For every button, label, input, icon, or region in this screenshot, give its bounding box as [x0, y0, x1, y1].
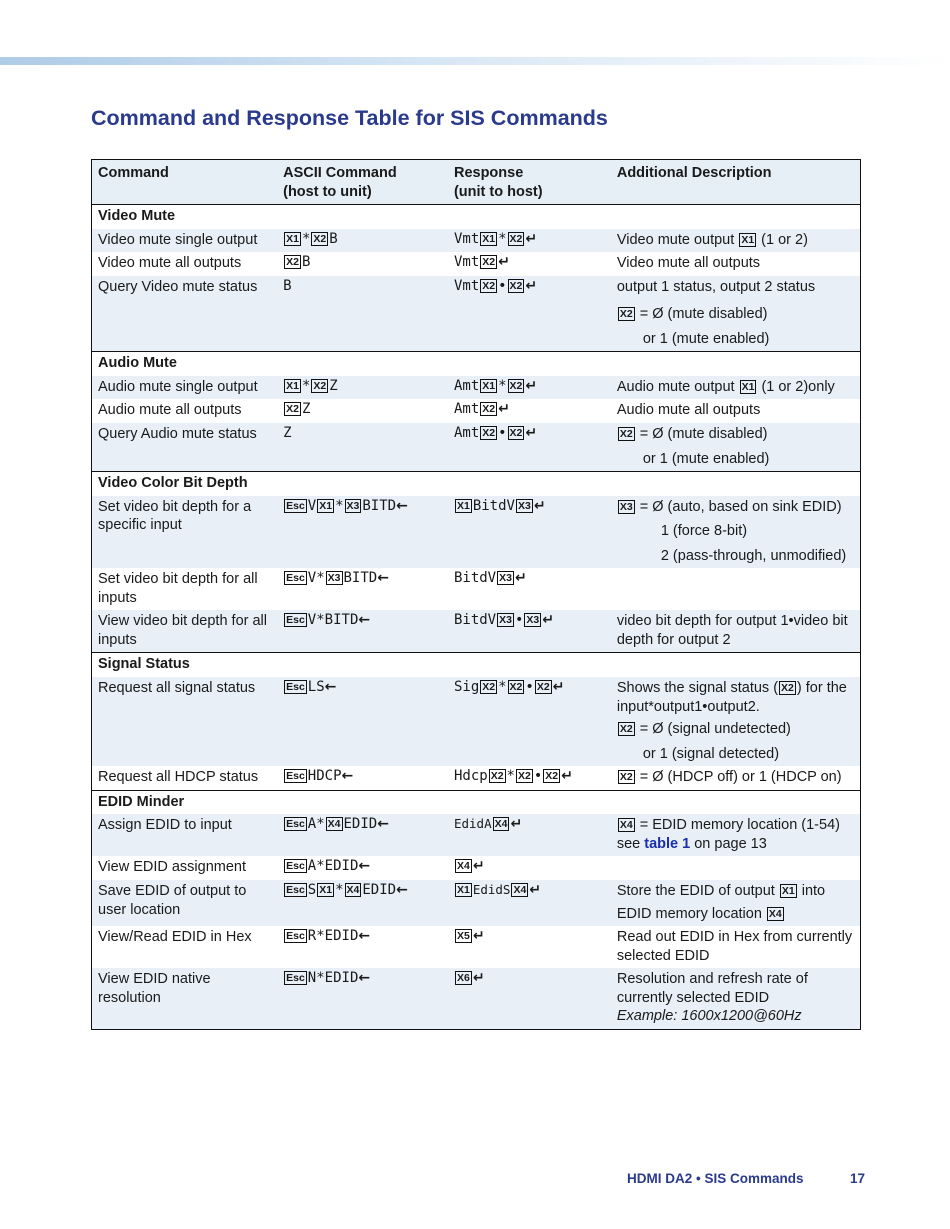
description-line: [617, 499, 842, 515]
ascii-cell: [277, 610, 448, 653]
x2-key-icon: X2: [482, 279, 496, 292]
ascii-cell: [277, 376, 448, 400]
x2-key-icon: X2: [286, 403, 299, 416]
ascii-text: Z: [301, 401, 311, 418]
ascii-cell: [277, 229, 448, 253]
response-text: BitdV: [453, 612, 497, 629]
bullet-separator: •: [525, 679, 534, 696]
x2-key-icon: X2: [509, 681, 523, 694]
return-arrow-icon: ↵: [514, 570, 527, 587]
description-cell: [611, 677, 861, 766]
x4-key-icon: X4: [346, 883, 360, 896]
x2-key-icon: X2: [781, 682, 794, 695]
description-cell: [611, 568, 861, 610]
header-gradient-bar: [0, 57, 950, 65]
table-row: [92, 399, 861, 423]
command-cell: Query Video mute status: [92, 276, 278, 352]
description-text: into: [797, 882, 826, 899]
enter-arrow-icon: ←: [324, 679, 337, 696]
x1-key-icon: X1: [319, 499, 333, 512]
table-row: [92, 376, 861, 400]
section-title: Signal Status: [92, 653, 861, 677]
response-text: Vmt: [453, 277, 480, 294]
response-text: Sig: [453, 679, 480, 696]
x2-key-icon: X2: [509, 279, 523, 292]
x1-key-icon: X1: [456, 499, 470, 512]
x3-key-icon: X3: [517, 499, 531, 512]
ascii-cell: [277, 880, 448, 926]
ascii-cell: B: [277, 276, 448, 352]
description-text: = EDID memory location (1-54): [639, 817, 840, 834]
return-arrow-icon: ↵: [542, 612, 554, 629]
ascii-cell: [277, 496, 448, 569]
return-arrow-icon: ↵: [498, 401, 510, 418]
ascii-text: HDCP: [307, 768, 342, 785]
esc-key-icon: Esc: [286, 499, 305, 512]
esc-key-icon: Esc: [286, 818, 305, 831]
esc-key-icon: Esc: [286, 572, 305, 585]
description-text: Resolution and refresh rate of currently selected EDID: [616, 971, 808, 1006]
x1-key-icon: X1: [286, 379, 299, 392]
description-line: [617, 905, 854, 924]
x2-key-icon: X2: [536, 681, 550, 694]
header-text: Command: [98, 165, 169, 181]
ascii-text: LS: [307, 679, 325, 696]
return-arrow-icon: ↵: [472, 858, 485, 875]
command-cell: Set video bit depth for a specific input: [92, 496, 278, 569]
ascii-text: V: [307, 497, 317, 514]
ascii-cell: [277, 814, 448, 856]
response-cell: [448, 766, 611, 790]
response-text: Vmt: [453, 254, 480, 271]
response-text: Hdcp: [453, 768, 488, 785]
response-text: Amt: [453, 425, 480, 442]
ascii-cell: [277, 766, 448, 790]
description-text: Audio mute output: [616, 378, 739, 395]
description-line: or 1 (mute enabled): [642, 450, 770, 467]
x2-key-icon: X2: [619, 771, 633, 784]
x4-key-icon: X4: [513, 883, 527, 896]
description-text: Store the EDID of output: [616, 882, 779, 899]
response-text: *: [498, 679, 507, 696]
esc-key-icon: Esc: [286, 770, 305, 783]
description-cell: [611, 423, 861, 472]
response-cell: [448, 677, 611, 766]
return-arrow-icon: ↵: [525, 277, 538, 294]
x3-key-icon: X3: [499, 614, 512, 627]
response-cell: [448, 423, 611, 472]
return-arrow-icon: ↵: [529, 881, 542, 898]
response-cell: [448, 252, 611, 276]
section-row: [92, 352, 861, 376]
header-text: ASCII Command: [283, 165, 397, 181]
return-arrow-icon: ↵: [472, 928, 485, 945]
x1-key-icon: X1: [456, 883, 470, 896]
enter-arrow-icon: ←: [396, 881, 408, 898]
description-text: = Ø (HDCP off) or 1 (HDCP on): [639, 769, 842, 786]
ascii-text: V*: [307, 570, 325, 587]
response-cell: [448, 926, 611, 968]
description-cell: Read out EDID in Hex from currently selected EDID: [616, 929, 853, 964]
command-cell: Audio mute single output: [92, 376, 278, 400]
section-row: [92, 472, 861, 496]
ascii-text: B: [329, 230, 338, 247]
description-text: see: [616, 835, 645, 852]
description-line: 2 (pass-through, unmodified): [660, 547, 847, 564]
response-cell: [448, 276, 611, 352]
x2-key-icon: X2: [517, 770, 531, 783]
command-cell: View EDID assignment: [98, 859, 247, 876]
response-text: EdidS: [472, 881, 511, 897]
x2-key-icon: X2: [619, 428, 633, 441]
command-cell: View EDID native resolution: [92, 968, 278, 1029]
description-cell: [611, 376, 861, 400]
ascii-cell: [277, 926, 448, 968]
description-line: or 1 (mute enabled): [642, 330, 770, 347]
table-row: [92, 766, 861, 790]
ascii-text: EDID: [362, 881, 397, 898]
x2-key-icon: X2: [509, 427, 523, 440]
table-row: [92, 926, 861, 968]
enter-arrow-icon: ←: [358, 858, 371, 875]
description-example: Example: 1600x1200@60Hz: [616, 1008, 802, 1025]
x3-key-icon: X3: [526, 614, 540, 627]
sis-command-table: [91, 159, 861, 1030]
x2-key-icon: X2: [545, 770, 559, 783]
header-text: Additional Description: [616, 165, 772, 181]
x5-key-icon: X5: [456, 930, 470, 943]
description-cell: [611, 766, 861, 790]
header-response: [448, 160, 611, 205]
x1-key-icon: X1: [741, 380, 755, 393]
response-cell: [448, 880, 611, 926]
bullet-separator: •: [533, 768, 543, 785]
ascii-cell: [277, 568, 448, 610]
ascii-cell: [277, 677, 448, 766]
response-text: BitdV: [472, 497, 515, 514]
section-title: EDID Minder: [92, 790, 861, 814]
x1-key-icon: X1: [482, 379, 496, 392]
header-description: [611, 160, 861, 205]
command-cell: Save EDID of output to user location: [92, 880, 278, 926]
description-cell: [611, 496, 861, 569]
ascii-text: *: [335, 881, 344, 898]
x4-key-icon: X4: [494, 818, 508, 831]
response-text: BitdV: [453, 570, 497, 587]
description-text: on page 13: [690, 835, 767, 852]
x3-key-icon: X3: [327, 572, 341, 585]
description-text: Video mute output: [616, 231, 739, 248]
description-cell: [611, 856, 861, 880]
footer-doc-title: HDMI DA2 • SIS Commands: [627, 1171, 804, 1186]
response-text: EdidA: [453, 816, 492, 832]
x2-key-icon: X2: [482, 681, 496, 694]
ascii-text: R*EDID: [307, 928, 359, 945]
description-line: or 1 (signal detected): [642, 745, 780, 762]
description-cell: [611, 276, 861, 352]
response-cell: [448, 968, 611, 1029]
enter-arrow-icon: ←: [341, 768, 354, 785]
section-title: Video Mute: [92, 205, 861, 229]
description-cell: [611, 968, 861, 1029]
command-cell: View/Read EDID in Hex: [98, 929, 252, 946]
table-row: [92, 568, 861, 610]
header-subtext: (unit to host): [453, 183, 543, 200]
response-cell: [448, 229, 611, 253]
page-title: Command and Response Table for SIS Commands: [91, 106, 608, 130]
bullet-separator: •: [498, 277, 507, 294]
ascii-text: *: [335, 497, 344, 514]
x2-key-icon: X2: [509, 232, 523, 245]
x1-key-icon: X1: [319, 883, 333, 896]
ascii-text: *: [301, 230, 311, 247]
table-row: [92, 423, 861, 472]
table-row: [92, 968, 861, 1029]
response-cell: [448, 856, 611, 880]
header-ascii: [277, 160, 448, 205]
header-command: [92, 160, 278, 205]
table-row: [92, 496, 861, 569]
description-text: = Ø (auto, based on sink EDID): [639, 498, 842, 515]
x2-key-icon: X2: [509, 379, 523, 392]
x1-key-icon: X1: [482, 232, 496, 245]
return-arrow-icon: ↵: [525, 377, 538, 394]
enter-arrow-icon: ←: [377, 570, 389, 587]
ascii-cell: Z: [277, 423, 448, 472]
ascii-text: Z: [329, 377, 338, 394]
command-cell: Query Audio mute status: [92, 423, 278, 472]
x4-key-icon: X4: [768, 907, 782, 920]
response-text: *: [498, 230, 507, 247]
section-row: [92, 653, 861, 677]
table-row: [92, 880, 861, 926]
return-arrow-icon: ↵: [472, 970, 485, 987]
response-cell: [448, 610, 611, 653]
ascii-cell: [277, 856, 448, 880]
table-row: [92, 229, 861, 253]
description-cell: [611, 814, 861, 856]
x2-key-icon: X2: [286, 256, 299, 269]
description-text: (1 or 2): [757, 231, 808, 248]
ascii-cell: [277, 252, 448, 276]
enter-arrow-icon: ←: [358, 612, 371, 629]
return-arrow-icon: ↵: [510, 816, 523, 833]
description-line: 1 (force 8-bit): [660, 523, 748, 540]
command-cell: View video bit depth for all inputs: [92, 610, 278, 653]
x2-key-icon: X2: [490, 770, 504, 783]
response-text: Amt: [453, 401, 480, 418]
response-text: Amt: [453, 377, 480, 394]
esc-key-icon: Esc: [286, 860, 305, 873]
description-line: [617, 720, 854, 739]
ascii-text: *: [301, 377, 311, 394]
page-number: 17: [850, 1171, 866, 1186]
enter-arrow-icon: ←: [358, 928, 371, 945]
description-text: = Ø (mute disabled): [639, 306, 768, 323]
section-title: Audio Mute: [92, 352, 861, 376]
bullet-separator: •: [498, 425, 507, 442]
x4-key-icon: X4: [619, 819, 633, 832]
return-arrow-icon: ↵: [525, 425, 538, 442]
ascii-cell: [277, 399, 448, 423]
header-subtext: (host to unit): [283, 183, 372, 200]
x2-key-icon: X2: [482, 403, 496, 416]
ascii-text: BITD: [362, 497, 397, 514]
command-cell: Request all signal status: [92, 677, 278, 766]
description-text: output 1 status, output 2 status: [616, 278, 816, 295]
esc-key-icon: Esc: [286, 614, 305, 627]
return-arrow-icon: ↵: [561, 768, 573, 785]
description-text: EDID memory location: [616, 905, 766, 922]
ascii-cell: [277, 968, 448, 1029]
description-text: = Ø (signal undetected): [639, 721, 791, 738]
description-text: ) for the input*output1•output2.: [616, 680, 847, 715]
response-cell: [448, 496, 611, 569]
enter-arrow-icon: ←: [358, 970, 371, 987]
table-row: [92, 856, 861, 880]
description-line: [617, 426, 768, 442]
ascii-text: A*: [307, 816, 325, 833]
response-text: Vmt: [453, 230, 480, 247]
ascii-text: S: [307, 881, 317, 898]
return-arrow-icon: ↵: [498, 254, 510, 271]
response-text: *: [506, 768, 515, 785]
ascii-text: B: [301, 254, 311, 271]
esc-key-icon: Esc: [286, 972, 305, 985]
return-arrow-icon: ↵: [552, 679, 565, 696]
description-cell: [611, 880, 861, 926]
ascii-text: EDID: [343, 816, 378, 833]
description-cell: Audio mute all outputs: [616, 402, 761, 419]
section-row: [92, 205, 861, 229]
description-text: (1 or 2)only: [757, 378, 835, 395]
x3-key-icon: X3: [346, 499, 360, 512]
table-row: [92, 252, 861, 276]
description-cell: Video mute all outputs: [616, 255, 761, 272]
response-cell: [448, 568, 611, 610]
x2-key-icon: X2: [313, 379, 327, 392]
description-cell: [611, 229, 861, 253]
x2-key-icon: X2: [482, 427, 496, 440]
x2-key-icon: X2: [313, 232, 327, 245]
x2-key-icon: X2: [619, 308, 633, 321]
x1-key-icon: X1: [286, 232, 299, 245]
x6-key-icon: X6: [456, 972, 470, 985]
ascii-text: BITD: [343, 570, 378, 587]
esc-key-icon: Esc: [286, 681, 305, 694]
description-line: [617, 305, 854, 324]
enter-arrow-icon: ←: [377, 816, 389, 833]
header-text: Response: [453, 165, 524, 181]
command-cell: Audio mute all outputs: [98, 402, 242, 419]
x1-key-icon: X1: [781, 884, 795, 897]
ascii-text: A*EDID: [307, 858, 359, 875]
section-row: [92, 790, 861, 814]
description-cell: video bit depth for output 1•video bit depth for output 2: [611, 610, 861, 653]
x3-key-icon: X3: [499, 572, 512, 585]
command-cell: Request all HDCP status: [98, 769, 259, 786]
x4-key-icon: X4: [456, 860, 470, 873]
return-arrow-icon: ↵: [525, 230, 538, 247]
command-cell: Assign EDID to input: [92, 814, 278, 856]
table-row: [92, 814, 861, 856]
table-1-link[interactable]: table 1: [644, 835, 691, 852]
table-header-row: [92, 160, 861, 205]
x4-key-icon: X4: [327, 818, 341, 831]
command-cell: Video mute all outputs: [98, 255, 242, 272]
table-row: [92, 677, 861, 766]
command-cell: Video mute single output: [92, 229, 278, 253]
description-text: Shows the signal status (: [616, 680, 779, 697]
response-cell: [448, 814, 611, 856]
command-cell: Set video bit depth for all inputs: [98, 571, 258, 606]
return-arrow-icon: ↵: [533, 497, 546, 514]
esc-key-icon: Esc: [286, 930, 305, 943]
response-text: *: [498, 377, 507, 394]
x1-key-icon: X1: [741, 233, 755, 246]
x2-key-icon: X2: [482, 256, 496, 269]
enter-arrow-icon: ←: [396, 497, 408, 514]
ascii-text: V*BITD: [307, 612, 359, 629]
esc-key-icon: Esc: [286, 883, 305, 896]
section-title: Video Color Bit Depth: [92, 472, 861, 496]
bullet-separator: •: [514, 612, 524, 629]
response-cell: [448, 399, 611, 423]
description-text: = Ø (mute disabled): [639, 426, 768, 443]
x3-key-icon: X3: [619, 500, 633, 513]
ascii-text: N*EDID: [307, 970, 359, 987]
table-row: [92, 276, 861, 352]
x2-key-icon: X2: [619, 723, 633, 736]
table-row: [92, 610, 861, 653]
response-cell: [448, 376, 611, 400]
